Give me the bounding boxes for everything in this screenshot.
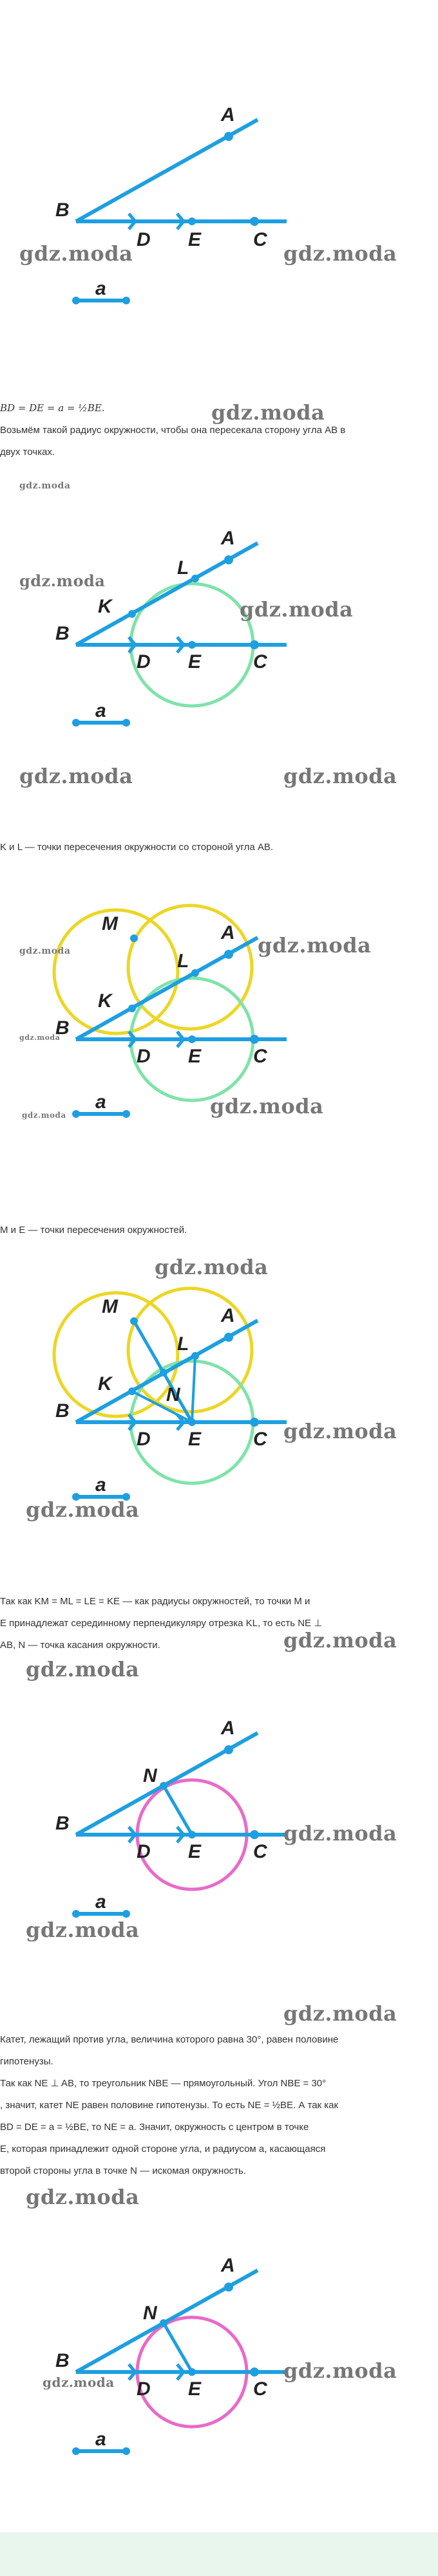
point-c [250,2368,259,2377]
paragraph: , значит, катет NE равен половине гипотенузы. То есть NE = ½BE. А так как [0,2100,339,2111]
segment-a-end-right [122,719,130,727]
watermark: gdz.moda [283,764,397,788]
point-k [128,610,136,618]
point-n [160,2319,167,2327]
figure-4 [0,1277,438,1503]
label-d: D [137,2378,151,2400]
label-n: N [166,1384,180,1405]
point-l [191,969,199,977]
point-e [188,641,196,649]
label-n: N [143,2303,157,2324]
label-a: A [221,104,235,125]
watermark: gdz.moda [19,571,106,590]
watermark: gdz.moda [26,1918,140,1942]
label-d: D [137,1429,151,1450]
watermark: gdz.moda [19,481,71,491]
point-k [128,1005,136,1012]
figure-2 [0,521,438,740]
label-k: K [98,1373,112,1395]
point-c [250,217,259,226]
point-a [224,132,233,141]
point-a [224,1333,233,1342]
paragraph: E принадлежат серединному перпендикуляру отрезка KL, то есть NE ⊥ [0,1618,323,1629]
watermark: gdz.moda [26,2185,140,2209]
paragraph: Катет, лежащий против угла, величина которого равна 30°, равен половине [0,2034,339,2045]
label-b: B [55,199,70,221]
label-b: B [55,623,70,644]
point-a [224,555,233,564]
label-k: K [98,596,112,617]
watermark: gdz.moda [26,1657,140,1682]
segment-a-end-right [122,297,130,304]
paragraph: K и L — точки пересечения окружности со стороной угла AB. [0,842,274,853]
label-c: C [253,1046,267,1067]
point-a [224,1745,233,1754]
paragraph: Так как KM = ML = LE = KE — как радиусы окружностей, то точки M и [0,1596,310,1607]
paragraph: BD = DE = a = ½BE, то NE = a. Значит, окружность с центром в точке [0,2122,309,2133]
paragraph: Возьмём такой радиус окружности, чтобы она пересекала сторону угла AB в [0,425,346,436]
point-e [188,2368,196,2376]
segment-a-end-left [72,1110,80,1118]
watermark: gdz.moda [283,1419,397,1443]
watermark: gdz.moda [26,1497,140,1522]
label-b: B [55,2350,70,2371]
label-a-segment: a [95,278,106,299]
point-l [191,575,199,582]
paragraph: E, которая принадлежит одной стороне угла, и радиусом a, касающаяся [0,2144,326,2154]
label-m: M [102,913,118,934]
point-c [250,1418,259,1427]
label-c: C [253,229,267,250]
segment-a-end-right [122,1110,130,1118]
figure-1 [0,97,438,309]
label-b: B [55,1813,70,1834]
segment-a-end-left [72,2447,80,2455]
watermark: gdz.moda [19,946,71,956]
point-e [188,1035,196,1043]
label-a: A [221,1718,235,1739]
paragraph: AB, N — точка касания окружности. [0,1640,160,1651]
label-b: B [55,1400,70,1422]
label-a-segment: a [95,1091,106,1113]
point-c [250,640,259,649]
paragraph: двух точках. [0,447,55,458]
point-a [224,950,233,959]
label-e: E [188,1046,202,1067]
watermark: gdz.moda [22,1111,66,1120]
label-k: K [98,990,112,1012]
label-e: E [188,229,202,250]
label-a: A [221,922,235,943]
point-n [160,1782,167,1790]
label-c: C [253,2378,267,2400]
label-e: E [188,651,202,672]
watermark: gdz.moda [283,2358,397,2383]
label-e: E [188,2378,202,2400]
label-b: B [55,1017,70,1039]
point-l [191,1352,199,1360]
segment-a-end-left [72,719,80,727]
label-c: C [253,651,267,672]
watermark: gdz.moda [283,1821,397,1846]
watermark: gdz.moda [211,400,325,425]
watermark: gdz.moda [19,1033,61,1042]
label-l: L [177,950,189,972]
watermark: gdz.moda [240,597,354,622]
watermark: gdz.moda [283,241,397,266]
paragraph: второй стороны угла в точке N — искомая окружность. [0,2165,247,2176]
label-e: E [188,1841,202,1862]
label-d: D [137,1841,151,1862]
label-c: C [253,1429,267,1450]
footer-bar [0,2532,438,2576]
label-a: A [221,2255,235,2276]
point-e [188,218,196,225]
label-l: L [177,557,189,579]
paragraph: M и E — точки пересечения окружностей. [0,1225,187,1236]
point-a [224,2283,233,2292]
point-c [250,1830,259,1839]
label-a-segment: a [95,1474,106,1496]
label-l: L [177,1333,189,1355]
label-a-segment: a [95,1891,106,1913]
label-c: C [253,1841,267,1862]
watermark: gdz.moda [283,2001,397,2026]
watermark: gdz.moda [283,1628,397,1653]
point-c [250,1035,259,1044]
point-n [160,1369,167,1376]
segment-a-end-left [72,297,80,304]
point-e [188,1831,196,1839]
label-d: D [137,1046,151,1067]
point-m [130,934,138,942]
watermark: gdz.moda [155,1255,269,1279]
label-e: E [188,1429,202,1450]
paragraph: Так как NE ⊥ AB, то треугольник NBE — прямоугольный. Угол NBE = 30° [0,2078,327,2089]
label-a-segment: a [95,2429,106,2450]
point-e [188,1418,196,1426]
label-d: D [137,229,151,250]
paragraph: гипотенузы. [0,2056,53,2067]
label-d: D [137,651,151,672]
watermark: gdz.moda [19,241,133,266]
watermark: gdz.moda [43,2375,115,2390]
label-a: A [221,528,235,549]
segment-a-end-right [122,1910,130,1918]
label-a-segment: a [95,700,106,721]
point-k [128,1387,136,1395]
label-a: A [221,1305,235,1326]
point-m [130,1317,138,1325]
paragraph: BD = DE = a = ½BE. [0,402,105,414]
segment-a-end-left [72,1910,80,1918]
figure-3 [0,894,438,1120]
watermark: gdz.moda [210,1094,324,1118]
label-n: N [143,1765,157,1786]
watermark: gdz.moda [258,933,372,958]
segment-a-end-right [122,2447,130,2455]
watermark: gdz.moda [19,764,133,788]
label-m: M [102,1296,118,1317]
